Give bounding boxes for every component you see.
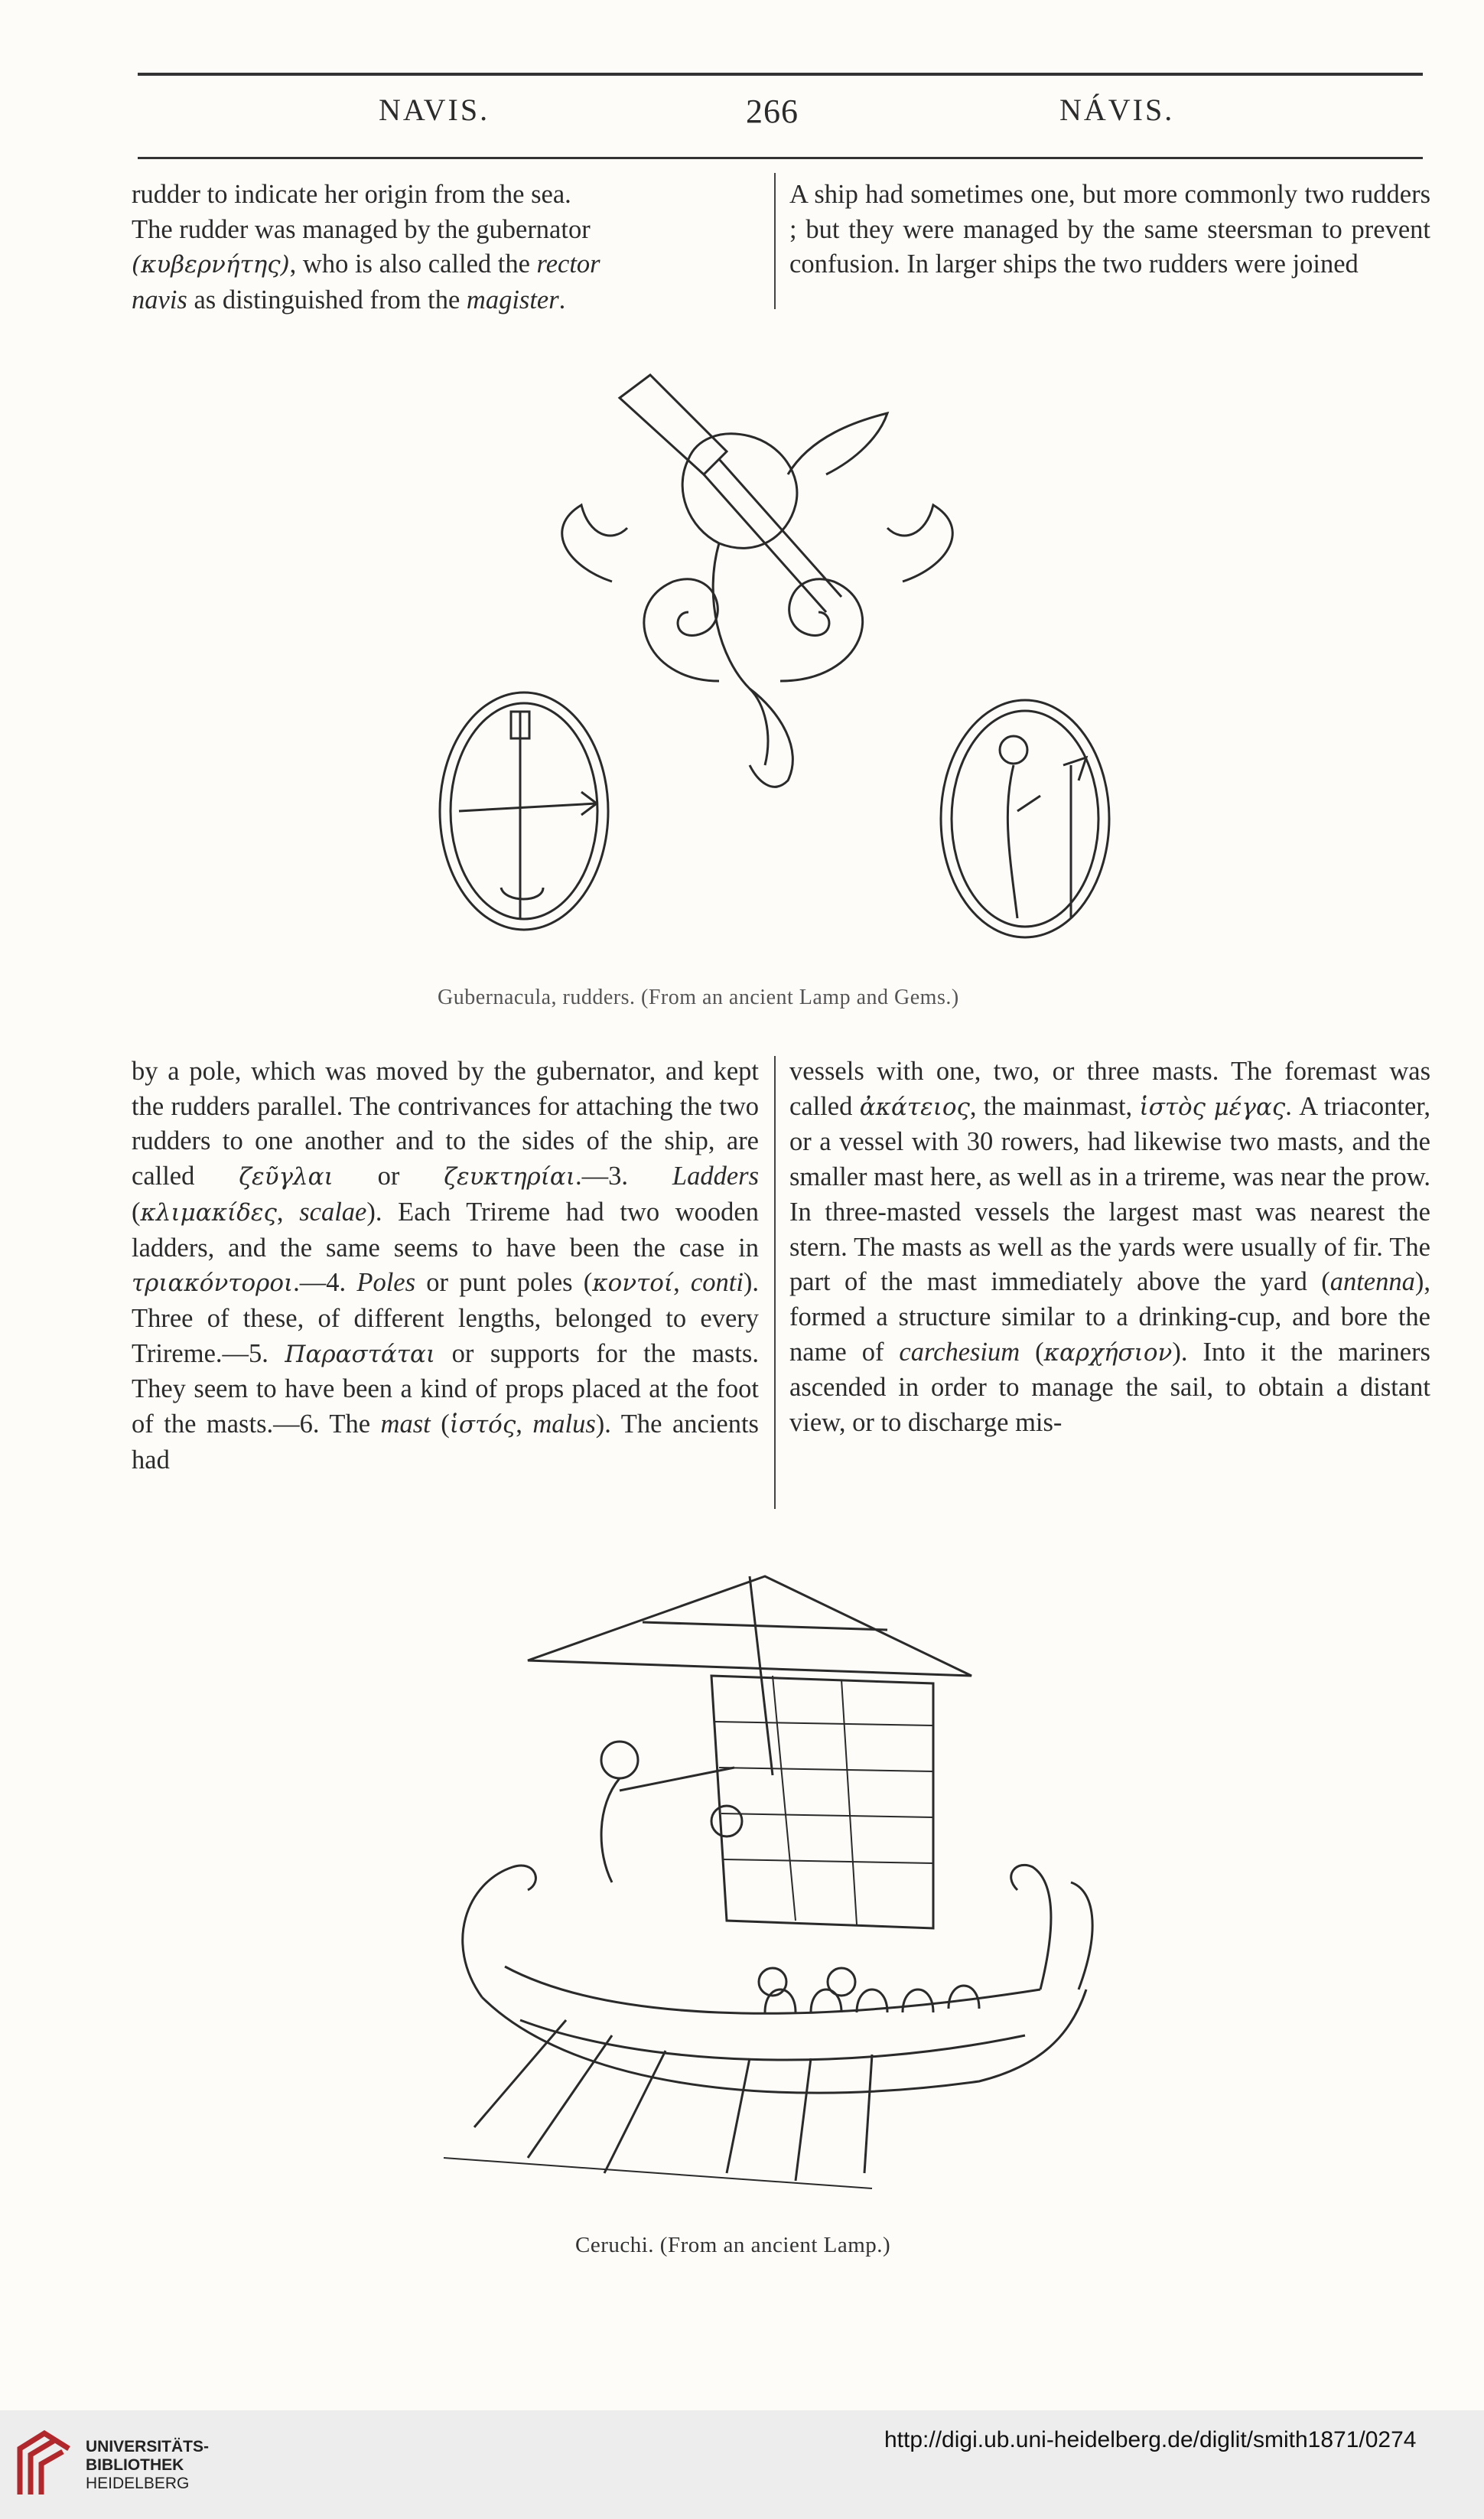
running-head-left: NAVIS. <box>379 93 490 127</box>
bottom-left-text-h: or punt poles ( <box>415 1268 593 1298</box>
greek-akateios: ἀκάτειος <box>859 1093 970 1121</box>
top-left-line-4: as distinguished from the <box>187 285 467 315</box>
running-head-right: NÁVIS. <box>1059 93 1175 127</box>
figure-2-caption: Ceruchi. (From an ancient Lamp.) <box>575 2233 891 2257</box>
library-name <box>86 2438 209 2493</box>
term-conti: conti <box>690 1268 744 1298</box>
greek-parastatai: Παραστάται <box>285 1340 436 1368</box>
term-scalae: scalae <box>299 1197 367 1227</box>
library-line-3: HEIDELBERG <box>86 2475 190 2492</box>
column-divider-bottom <box>774 1056 776 1509</box>
rudders-engraving <box>428 352 1132 979</box>
greek-karchesion: καρχήσιον <box>1043 1338 1173 1367</box>
bottom-left-text-c: .—3. <box>575 1162 672 1191</box>
source-url-link[interactable]: http://digi.ub.uni-heidelberg.de/diglit/smith1871/0274 <box>884 2427 1417 2452</box>
bottom-left-text-f: ). Each Trireme had two wooden ladders, and the same seems to have been the case in <box>132 1197 760 1263</box>
bottom-right-text-a: vessels with one, two, or three masts. The foremast was called <box>789 1057 1430 1121</box>
term-poles: Poles <box>356 1268 416 1298</box>
term-carchesium: carchesium <box>899 1337 1020 1367</box>
greek-kontoi: κοντοί <box>592 1269 674 1298</box>
top-left-line-2: The rudder was managed by the gubernator <box>132 214 591 244</box>
term-navis: navis <box>132 285 187 315</box>
greek-histos: ἱστός <box>449 1411 516 1439</box>
bottom-left-text-m: , <box>516 1409 533 1439</box>
top-left-end: . <box>558 285 566 315</box>
bottom-right-text-c: . A triaconter, or a vessel with 30 rowers, had likewise two masts, and the smaller mast here, as well as in a trireme, was near the prow. In three-masted vessels the largest mast was nearest the stern. The masts as well as the yards were usually of fir. The part of the mast immediately above the yard ( <box>789 1091 1431 1297</box>
top-right-paragraph: A ship had sometimes one, but more commonly two rudders ; but they were managed by the same steersman to prevent confusion. In larger ships the two rudders were joined <box>789 180 1430 279</box>
library-line-1: UNIVERSITÄTS- <box>86 2438 210 2455</box>
library-line-2: BIBLIOTHEK <box>86 2456 184 2474</box>
term-malus: malus <box>532 1409 596 1439</box>
bottom-left-text-k: or supports for the masts. They seem to have been a kind of props placed at the foot of the masts.—6. The <box>132 1338 759 1439</box>
term-antenna: antenna <box>1329 1267 1415 1297</box>
bottom-left-text-l: ( <box>430 1409 450 1439</box>
bottom-right-text-d: ), formed a structure similar to a drinking-cup, and bore the name of <box>789 1267 1430 1367</box>
ship-engraving <box>413 1561 1132 2196</box>
greek-klimakides: κλιμακίδες <box>140 1198 277 1227</box>
bottom-left-text-d: ( <box>132 1197 141 1227</box>
greek-zeukteriai: ζευκτηρίαι <box>444 1163 576 1191</box>
bottom-left-text-b: or <box>333 1162 444 1191</box>
top-left-line-1: rudder to indicate her origin from the sea. <box>132 180 571 209</box>
top-right-column <box>789 178 1430 318</box>
column-divider-top <box>774 173 776 309</box>
bottom-left-text-a: by a pole, which was moved by the gubernator, and kept the rudders parallel. The contrivances for attaching the two rudders to one another and to the sides of the ship, are called <box>132 1057 759 1191</box>
header-rule-top <box>138 73 1423 76</box>
greek-zeuglai: ζεῦγλαι <box>239 1163 334 1191</box>
term-mast: mast <box>380 1409 431 1439</box>
university-library-logo-icon <box>14 2426 75 2502</box>
bottom-left-text-e: , <box>276 1197 300 1227</box>
greek-histos-megas: ἱστὸς μέγας <box>1139 1093 1286 1121</box>
greek-kybernetes: (κυβερνήτης) <box>132 251 290 279</box>
top-left-column <box>132 178 759 318</box>
term-rector: rector <box>536 249 600 279</box>
figure-1-caption: Gubernacula, rudders. (From an ancient Lamp and Gems.) <box>438 986 959 1009</box>
bottom-right-text-f: ). Into it the mariners ascended in order to manage the sail, to obtain a distant view, or to discharge mis- <box>789 1337 1430 1438</box>
rudder-blade-shape <box>620 375 727 474</box>
bottom-right-text-e: ( <box>1020 1337 1044 1367</box>
bottom-left-text-j: ). Three of these, of different lengths, belonged to every Trireme.—5. <box>132 1268 760 1368</box>
greek-triakontoroi: τριακόντοροι <box>132 1269 294 1298</box>
header-rule-bottom <box>138 157 1423 159</box>
term-ladders: Ladders <box>672 1162 759 1191</box>
term-magister: magister <box>466 285 559 315</box>
ship-sail <box>711 1676 933 1928</box>
page-number: 266 <box>746 93 799 130</box>
bottom-left-text-i: , <box>673 1268 691 1298</box>
top-left-line-3: , who is also called the <box>289 249 537 279</box>
bottom-left-column <box>132 1054 759 1514</box>
bottom-right-column <box>789 1054 1430 1514</box>
bottom-right-text-b: , the mainmast, <box>969 1091 1140 1121</box>
bottom-left-text-n: ). The ancients had <box>132 1409 759 1475</box>
bottom-left-text-g: .—4. <box>293 1268 357 1298</box>
